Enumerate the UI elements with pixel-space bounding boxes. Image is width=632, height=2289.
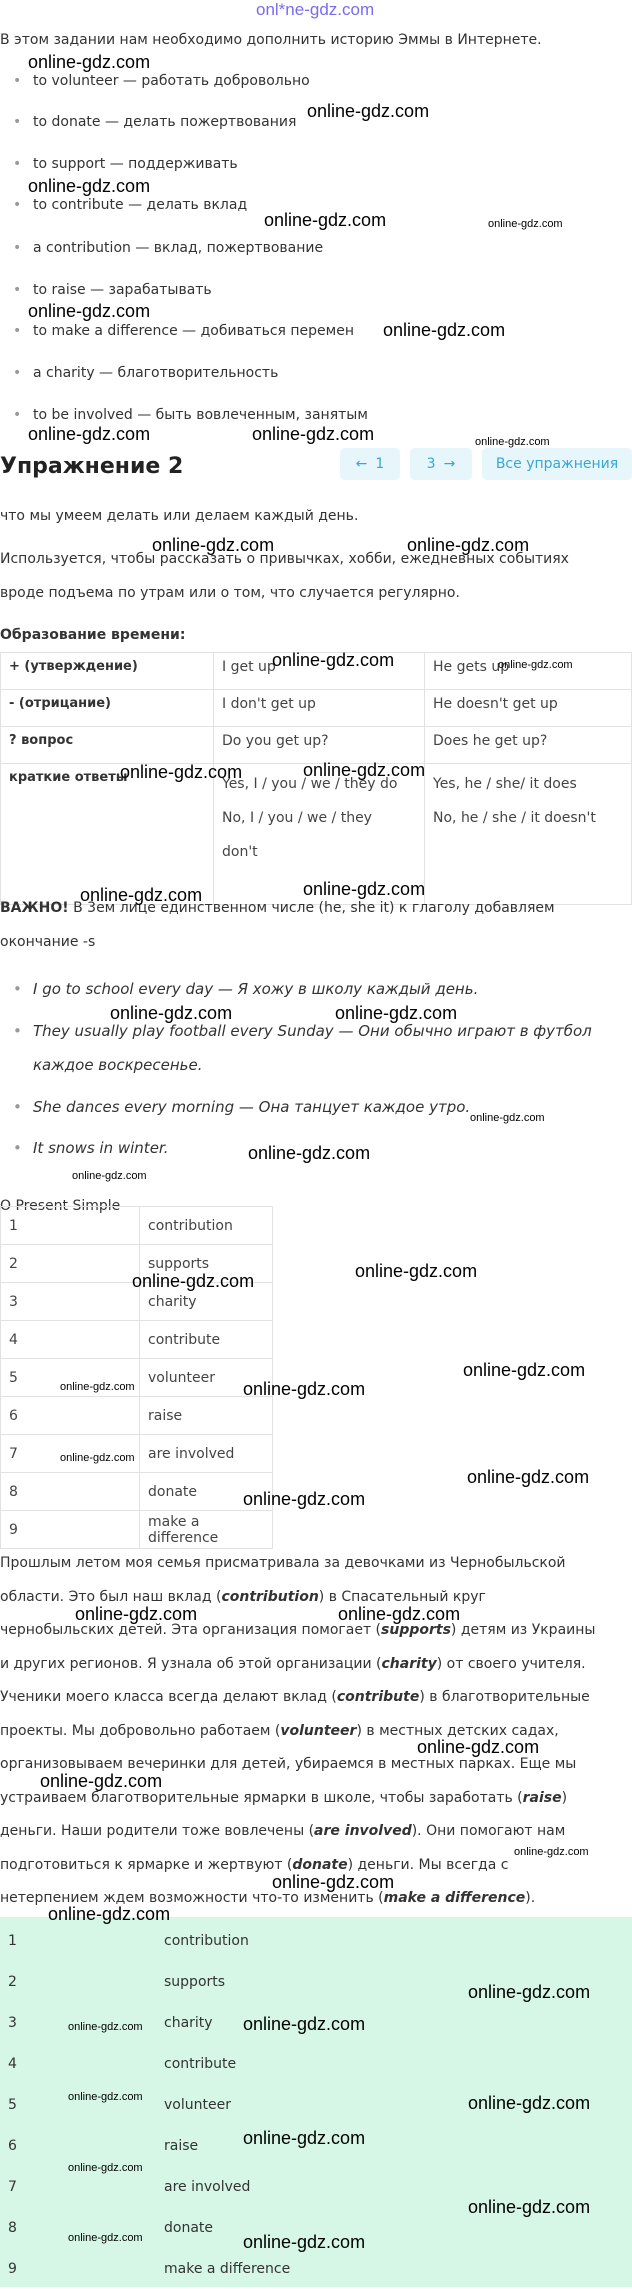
answer-word: contribute (140, 1321, 273, 1359)
watermark: online-gdz.com (307, 101, 430, 121)
row-label: ? вопрос (1, 727, 214, 764)
watermark: online-gdz.com (68, 2021, 143, 2033)
cut-line: O Present Simple (0, 1198, 121, 1214)
answer-word: raise (164, 2137, 199, 2154)
watermark: online-gdz.com (335, 1003, 458, 1023)
grammar-p2b: вроде подъема по утрам или о том, что случается регулярно. (0, 585, 460, 601)
watermark: online-gdz.com (48, 1904, 171, 1924)
watermark: online-gdz.com (463, 1360, 586, 1380)
watermark: online-gdz.com (40, 1771, 163, 1791)
vocab-item: • to support — поддерживать (33, 156, 238, 172)
example-sentence: • They usually play football every Sunday — Они обычно играют в футбол (33, 1022, 592, 1040)
important-note: ВАЖНО! В 3ем лице единственном числе (he, she it) к глаголу добавляем (0, 900, 555, 916)
watermark: online-gdz.com (60, 1452, 135, 1464)
watermark: online-gdz.com (417, 1737, 540, 1757)
watermark: online-gdz.com (488, 218, 563, 230)
table-row (0, 2084, 312, 2125)
watermark: online-gdz.com (243, 2232, 366, 2252)
story-answer: charity (381, 1655, 437, 1672)
watermark: online-gdz.com (248, 1143, 371, 1163)
answer-number: 2 (1, 1245, 140, 1283)
row-label: - (отрицание) (1, 690, 214, 727)
answer-word: volunteer (140, 1359, 273, 1397)
answer-number: 1 (8, 1932, 17, 1949)
watermark: online-gdz.com (252, 424, 375, 444)
row-label: + (утверждение) (1, 653, 214, 690)
story-fragment: ) в благотворительные (419, 1689, 590, 1705)
watermark: online-gdz.com (355, 1261, 478, 1281)
important-note-line2: окончание -s (0, 934, 96, 950)
answer-number: 4 (1, 1321, 140, 1359)
example-sentence: • It snows in winter. (33, 1139, 168, 1157)
story-fragment: области. Это был наш вклад ( (0, 1588, 222, 1605)
story-line (0, 1553, 566, 1573)
answer-word: supports (140, 1245, 273, 1283)
next-exercise-button[interactable]: 3 → (410, 448, 472, 480)
table-row (0, 2166, 312, 2207)
story-fragment: подготовиться к ярмарке и жертвуют ( (0, 1856, 293, 1873)
table-row (1, 1435, 273, 1473)
answer-word: donate (164, 2219, 214, 2236)
vocab-item: • a charity — благотворительность (33, 365, 278, 381)
watermark: online-gdz.com (152, 535, 275, 555)
watermark: online-gdz.com (68, 2162, 143, 2174)
watermark: online-gdz.com (383, 320, 506, 340)
answer-word: charity (164, 2014, 213, 2031)
vocab-item: • a contribution — вклад, пожертвование (33, 240, 323, 256)
cell-i: I get up (214, 653, 425, 690)
story-fragment: Ученики моего класса всегда делают вклад ( (0, 1689, 337, 1705)
all-exercises-button[interactable]: Все упражнения (482, 448, 632, 480)
watermark: online-gdz.com (468, 2197, 591, 2217)
story-answer: supports (381, 1622, 451, 1638)
answer-word: make a difference (140, 1511, 273, 1549)
vocab-item: • to donate — делать пожертвования (33, 114, 296, 130)
table-row (1, 727, 632, 764)
table-row (1, 1511, 273, 1549)
watermark: online-gdz.com (110, 1003, 233, 1023)
story-fragment: ) от своего учителя. (436, 1655, 586, 1672)
grammar-p1: что мы умеем делать или делаем каждый день. (0, 508, 359, 524)
table-row (0, 2043, 312, 2084)
answer-number: 7 (1, 1435, 140, 1473)
grammar-p2a: Используется, чтобы рассказать о привычках, хобби, ежедневных событиях (0, 551, 569, 567)
arrow-left-icon: ← (355, 456, 368, 472)
watermark: online-gdz.com (132, 1271, 255, 1291)
watermark: online-gdz.com (28, 301, 151, 321)
watermark: online-gdz.com (514, 1846, 589, 1858)
watermark: online-gdz.com (498, 659, 573, 671)
story-fragment: чернобыльских детей. Эта организация помогает ( (0, 1622, 382, 1638)
cell-he: Does he get up? (425, 727, 632, 764)
watermark: online-gdz.com (243, 1379, 366, 1399)
answer-number: 8 (1, 1473, 140, 1511)
answer-number: 1 (1, 1207, 140, 1245)
vocab-item: • to volunteer — работать добровольно (33, 73, 310, 89)
watermark: online-gdz.com (272, 650, 395, 670)
answer-number: 3 (1, 1283, 140, 1321)
watermark: online-gdz.com (475, 436, 550, 448)
story-fragment: проекты. Мы добровольно работаем ( (0, 1722, 281, 1739)
watermark: online-gdz.com (303, 760, 426, 780)
watermark: online-gdz.com (338, 1604, 461, 1624)
story-fragment: ) деньги. Мы всегда с (347, 1856, 509, 1873)
formation-title: Образование времени: (0, 627, 186, 643)
watermark: online-gdz.com (75, 1604, 198, 1624)
story-line (0, 1821, 565, 1841)
arrow-right-icon: → (443, 456, 456, 472)
story-fragment: деньги. Наши родители тоже вовлечены ( (0, 1823, 315, 1839)
story-fragment: и других регионов. Я узнала об этой организации ( (0, 1655, 382, 1672)
watermark: online-gdz.com (243, 2128, 366, 2148)
story-fragment: ) детям из Украины (450, 1622, 596, 1638)
watermark: online-gdz.com (303, 879, 426, 899)
answer-word: make a difference (164, 2260, 291, 2277)
story-line (0, 1687, 590, 1707)
answer-word: charity (140, 1283, 273, 1321)
story-fragment: организовываем вечеринки для детей, убираемся в местных парках. Еще мы (0, 1756, 577, 1772)
story-answer: contribution (221, 1588, 319, 1605)
watermark: online-gdz.com (243, 1489, 366, 1509)
exercise-title: Упражнение 2 (0, 454, 184, 479)
story-line (0, 1855, 508, 1875)
vocab-item: • to be involved — быть вовлеченным, занятым (33, 407, 368, 423)
vocab-item: • to contribute — делать вклад (33, 197, 247, 213)
example-sentence: каждое воскресенье. (33, 1056, 203, 1074)
table-row (0, 1961, 312, 2002)
answer-number: 9 (1, 1511, 140, 1549)
answer-word: are involved (164, 2178, 251, 2195)
cell-i: I don't get up (214, 690, 425, 727)
story-answer: are involved (314, 1823, 412, 1839)
answers-table (0, 1206, 273, 1549)
watermark: online-gdz.com (28, 424, 151, 444)
answer-number: 3 (8, 2014, 17, 2031)
watermark: online-gdz.com (243, 2014, 366, 2034)
answer-number: 6 (8, 2137, 17, 2154)
watermark: online-gdz.com (264, 210, 387, 230)
story-answer: contribute (336, 1689, 420, 1705)
story-answer: donate (292, 1856, 348, 1873)
cell-i: Do you get up? (214, 727, 425, 764)
table-row (1, 1473, 273, 1511)
example-sentence: • I go to school every day — Я хожу в школу каждый день. (33, 980, 478, 998)
watermark: online-gdz.com (72, 1170, 147, 1182)
answer-number: 9 (8, 2260, 17, 2277)
story-fragment: устраиваем благотворительные ярмарки в школе, чтобы заработать ( (0, 1789, 523, 1806)
story-fragment: ) в местных детских садах, (356, 1722, 559, 1739)
table-row (0, 1920, 312, 1961)
answer-word: donate (140, 1473, 273, 1511)
watermark: online-gdz.com (120, 762, 243, 782)
cell-he: He gets up (425, 653, 632, 690)
story-fragment: ) в Спасательный круг (318, 1588, 486, 1605)
table-row (1, 690, 632, 727)
watermark: online-gdz.com (68, 2091, 143, 2103)
answer-number: 8 (8, 2219, 17, 2236)
answer-word: contribution (140, 1207, 273, 1245)
answer-word: contribution (164, 1932, 249, 1949)
answer-number: 5 (1, 1359, 140, 1397)
table-row (1, 1397, 273, 1435)
answer-word: supports (164, 1973, 226, 1990)
vocab-item: • to raise — зарабатывать (33, 282, 212, 298)
watermark: online-gdz.com (467, 1467, 590, 1487)
table-row (1, 1321, 273, 1359)
answer-word: contribute (164, 2055, 237, 2072)
answer-number: 2 (8, 1973, 17, 1990)
answer-word: are involved (140, 1435, 273, 1473)
watermark: online-gdz.com (28, 52, 151, 72)
story-fragment: ). Они помогают нам (411, 1823, 566, 1839)
table-row (1, 1359, 273, 1397)
watermark: online-gdz.com (470, 1112, 545, 1124)
vocab-item: • to make a difference — добиваться перемен (33, 323, 354, 339)
answer-word: volunteer (164, 2096, 231, 2113)
story-fragment: Прошлым летом моя семья присматривала за девочками из Чернобыльской (0, 1555, 566, 1571)
watermark: online-gdz.com (68, 2232, 143, 2244)
watermark: online-gdz.com (272, 1872, 395, 1892)
story-answer: volunteer (280, 1722, 357, 1739)
story-fragment: ). (525, 1890, 536, 1906)
story-fragment: ) (561, 1789, 568, 1806)
story-fragment: нетерпением ждем возможности что-то изменить ( (0, 1890, 384, 1906)
example-sentence: • She dances every morning — Она танцует каждое утро. (33, 1098, 470, 1116)
table-row (1, 1207, 273, 1245)
short-answers-he: Yes, he / she/ it does No, he / she / it doesn't (425, 764, 632, 905)
site-logo[interactable]: onl*ne-gdz.com (256, 0, 375, 19)
watermark: online-gdz.com (80, 885, 203, 905)
short-answers-i: Yes, I / you / we / they do No, I / you / we / they don't (214, 764, 425, 905)
short-answers-label: краткие ответы (1, 764, 214, 905)
cell-he: He doesn't get up (425, 690, 632, 727)
intro-text: В этом задании нам необходимо дополнить историю Эммы в Интернете. (0, 32, 542, 48)
watermark: online-gdz.com (468, 2093, 591, 2113)
answer-number: 5 (8, 2096, 17, 2113)
watermark: online-gdz.com (28, 176, 151, 196)
table-row (0, 2248, 312, 2289)
prev-exercise-button[interactable]: ← 1 (340, 448, 400, 480)
story-answer: make a difference (383, 1890, 526, 1906)
watermark: online-gdz.com (468, 1982, 591, 2002)
answer-number: 6 (1, 1397, 140, 1435)
answer-number: 4 (8, 2055, 17, 2072)
watermark: online-gdz.com (407, 535, 530, 555)
answer-word: raise (140, 1397, 273, 1435)
story-line (0, 1654, 586, 1674)
watermark: online-gdz.com (60, 1381, 135, 1393)
story-answer: raise (522, 1789, 562, 1806)
answer-number: 7 (8, 2178, 17, 2195)
